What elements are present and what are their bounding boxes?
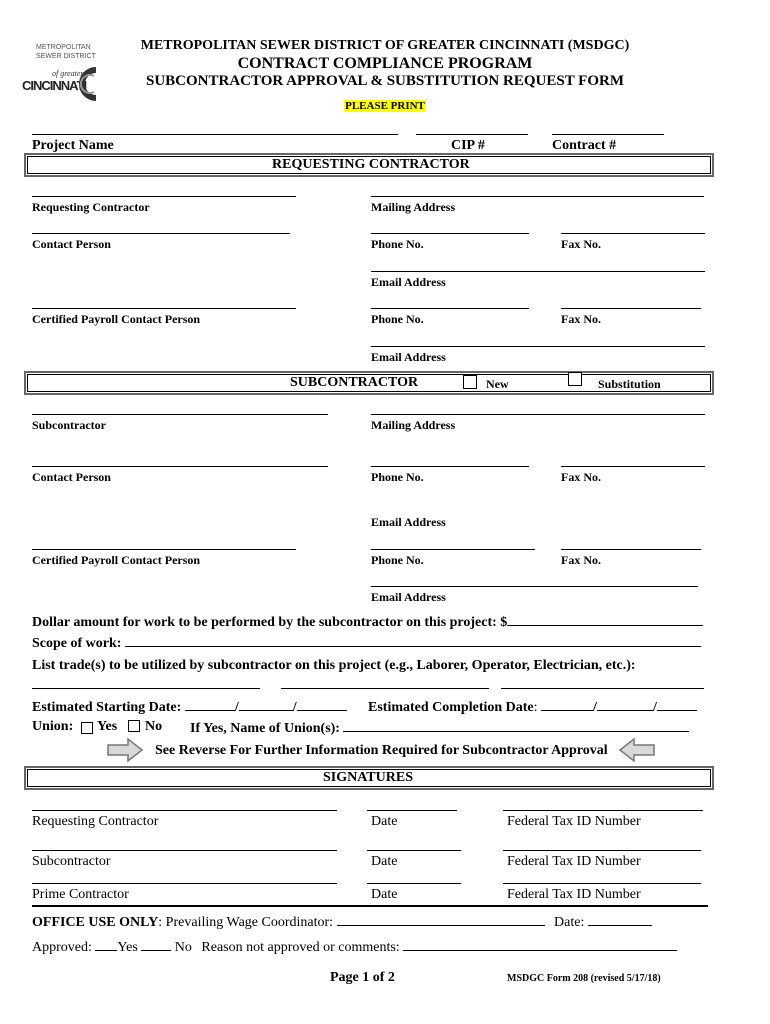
fax-label: Fax No. [561, 237, 601, 251]
email-label: Email Address [371, 275, 446, 289]
completion-date-year[interactable] [657, 698, 697, 711]
certified-payroll-label: Certified Payroll Contact Person [32, 312, 201, 326]
requesting-contractor-heading: REQUESTING CONTRACTOR [272, 157, 470, 172]
subcontractor-signature-field[interactable] [32, 850, 337, 851]
date1-field[interactable] [367, 810, 457, 811]
form-id: MSDGC Form 208 (revised 5/17/18) [507, 973, 661, 984]
sub-fax2-field[interactable] [561, 549, 701, 550]
contract-line [552, 134, 664, 135]
requesting-contractor-field[interactable] [32, 196, 296, 197]
approved-yes-label: Yes [117, 940, 138, 955]
logo-line2: SEWER DISTRICT [36, 53, 96, 60]
contact-person-field[interactable] [32, 233, 290, 234]
tax3-label: Federal Tax ID Number [507, 887, 641, 902]
dollar-amount-question [32, 613, 703, 631]
start-date-day[interactable] [239, 698, 293, 711]
sub-mailing-address-field[interactable] [371, 414, 705, 415]
completion-date-month[interactable] [541, 698, 593, 711]
certified-payroll-field[interactable] [32, 308, 296, 309]
project-name-label: Project Name [32, 138, 114, 153]
sub-fax-field[interactable] [561, 466, 705, 467]
please-print-text: PLEASE PRINT [345, 100, 425, 112]
mailing-address-field[interactable] [371, 196, 704, 197]
substitution-label: Substitution [598, 377, 661, 391]
completion-date-row: Estimated Completion Date: / / [368, 698, 697, 716]
trade-field-1[interactable] [32, 688, 260, 689]
union-yes-label: Yes [97, 719, 118, 734]
form-title-2: CONTRACT COMPLIANCE PROGRAM [237, 55, 533, 72]
approved-no-label: No [174, 940, 192, 955]
tax2-label: Federal Tax ID Number [507, 854, 641, 869]
start-date-month[interactable] [185, 698, 235, 711]
project-name-line [32, 134, 398, 135]
office-date-field[interactable] [588, 913, 652, 926]
prime-contractor-signature-label: Prime Contractor [32, 887, 129, 902]
email-field[interactable] [371, 271, 705, 272]
office-date-label: Date: [554, 915, 585, 930]
sub-contact-person-field[interactable] [32, 466, 328, 467]
fax2-label: Fax No. [561, 312, 601, 326]
right-arrow-icon [106, 737, 144, 763]
requesting-contractor-signature-field[interactable] [32, 810, 337, 811]
logo-line3: of greater [52, 69, 84, 78]
phone-field[interactable] [371, 233, 529, 234]
start-date-year[interactable] [297, 698, 347, 711]
cip-line [416, 134, 528, 135]
completion-date-day[interactable] [597, 698, 653, 711]
fax2-field[interactable] [561, 308, 701, 309]
office-use-row [32, 913, 652, 931]
scope-question [32, 634, 701, 652]
date3-label: Date [371, 887, 398, 902]
please-print [0, 100, 770, 112]
approved-no-field[interactable] [141, 938, 171, 951]
office-use-divider [32, 905, 708, 907]
sub-phone2-field[interactable] [371, 549, 535, 550]
mailing-address-label: Mailing Address [371, 200, 456, 214]
requesting-contractor-label: Requesting Contractor [32, 200, 150, 214]
left-arrow-icon [618, 737, 656, 763]
union-no-checkbox[interactable] [128, 720, 140, 732]
subcontractor-field[interactable] [32, 414, 328, 415]
date2-label: Date [371, 854, 398, 869]
start-date-row: Estimated Starting Date: / / [32, 698, 347, 716]
prime-contractor-signature-field[interactable] [32, 883, 337, 884]
contact-person-label: Contact Person [32, 237, 111, 251]
office-use-label: OFFICE USE ONLY [32, 915, 159, 930]
start-date-label: Estimated Starting Date: [32, 700, 182, 715]
union-name-row [190, 719, 689, 737]
logo-line4: CINCINNATI [22, 78, 87, 93]
requesting-contractor-signature-label: Requesting Contractor [32, 814, 159, 829]
reason-field[interactable] [403, 938, 677, 951]
subcontractor-label: Subcontractor [32, 418, 106, 432]
signatures-heading: SIGNATURES [323, 770, 413, 785]
new-checkbox[interactable] [463, 375, 477, 389]
sub-phone-label: Phone No. [371, 470, 424, 484]
union-yes-checkbox[interactable] [81, 722, 93, 734]
reason-label: Reason not approved or comments: [201, 940, 400, 955]
approved-row [32, 938, 677, 956]
phone-label: Phone No. [371, 237, 424, 251]
sub-fax2-label: Fax No. [561, 553, 601, 567]
sub-email2-field[interactable] [371, 586, 698, 587]
sub-phone2-label: Phone No. [371, 553, 424, 567]
date1-label: Date [371, 814, 398, 829]
union-name-label: If Yes, Name of Union(s): [190, 721, 340, 736]
contract-label: Contract # [552, 138, 617, 153]
sub-email2-label: Email Address [371, 590, 446, 604]
completion-date-label: Estimated Completion Date [368, 700, 534, 715]
date3-field[interactable] [367, 883, 461, 884]
coordinator-label: : Prevailing Wage Coordinator: [158, 915, 337, 930]
union-no-label: No [145, 719, 163, 734]
sub-mailing-address-label: Mailing Address [371, 418, 456, 432]
form-title-1: METROPOLITAN SEWER DISTRICT OF GREATER CINCINNATI (MSDGC) [140, 38, 630, 53]
new-label: New [486, 377, 509, 391]
tax1-field[interactable] [503, 810, 703, 811]
sub-phone-field[interactable] [371, 466, 529, 467]
tax2-field[interactable] [503, 850, 701, 851]
cip-label: CIP # [451, 138, 485, 153]
email2-field[interactable] [371, 346, 705, 347]
reverse-note: See Reverse For Further Information Required for Subcontractor Approval [155, 743, 608, 758]
subcontractor-signature-label: Subcontractor [32, 854, 111, 869]
page-number: Page 1 of 2 [330, 970, 395, 985]
tax3-field[interactable] [503, 883, 701, 884]
dollar-amount-label: Dollar amount for work to be performed by the subcontractor on this project: $ [32, 615, 508, 630]
sub-contact-person-label: Contact Person [32, 470, 111, 484]
form-title-3: SUBCONTRACTOR APPROVAL & SUBSTITUTION REQUEST FORM [145, 73, 624, 89]
scope-field[interactable] [125, 634, 701, 647]
trade-field-2[interactable] [281, 688, 489, 689]
trade-field-3[interactable] [501, 688, 704, 689]
sub-fax-label: Fax No. [561, 470, 601, 484]
email2-label: Email Address [371, 350, 446, 364]
union-name-field[interactable] [343, 719, 689, 732]
sub-certified-payroll-field[interactable] [32, 549, 296, 550]
sub-certified-payroll-label: Certified Payroll Contact Person [32, 553, 201, 567]
tax1-label: Federal Tax ID Number [507, 814, 641, 829]
sub-email-label: Email Address [371, 515, 446, 529]
substitution-checkbox[interactable] [568, 372, 582, 386]
scope-label: Scope of work: [32, 636, 122, 651]
phone2-field[interactable] [371, 308, 529, 309]
fax-field[interactable] [561, 233, 705, 234]
union-label: Union: [32, 719, 74, 734]
trades-question: List trade(s) to be utilized by subcontractor on this project (e.g., Laborer, Operator, Electrician, etc.): [32, 658, 636, 673]
logo-line1: METROPOLITAN [36, 44, 91, 51]
date2-field[interactable] [367, 850, 461, 851]
subcontractor-heading: SUBCONTRACTOR [290, 375, 419, 390]
approved-yes-field[interactable] [95, 938, 117, 951]
dollar-amount-field[interactable] [507, 613, 703, 626]
approved-label: Approved: [32, 940, 92, 955]
coordinator-field[interactable] [337, 913, 545, 926]
phone2-label: Phone No. [371, 312, 424, 326]
